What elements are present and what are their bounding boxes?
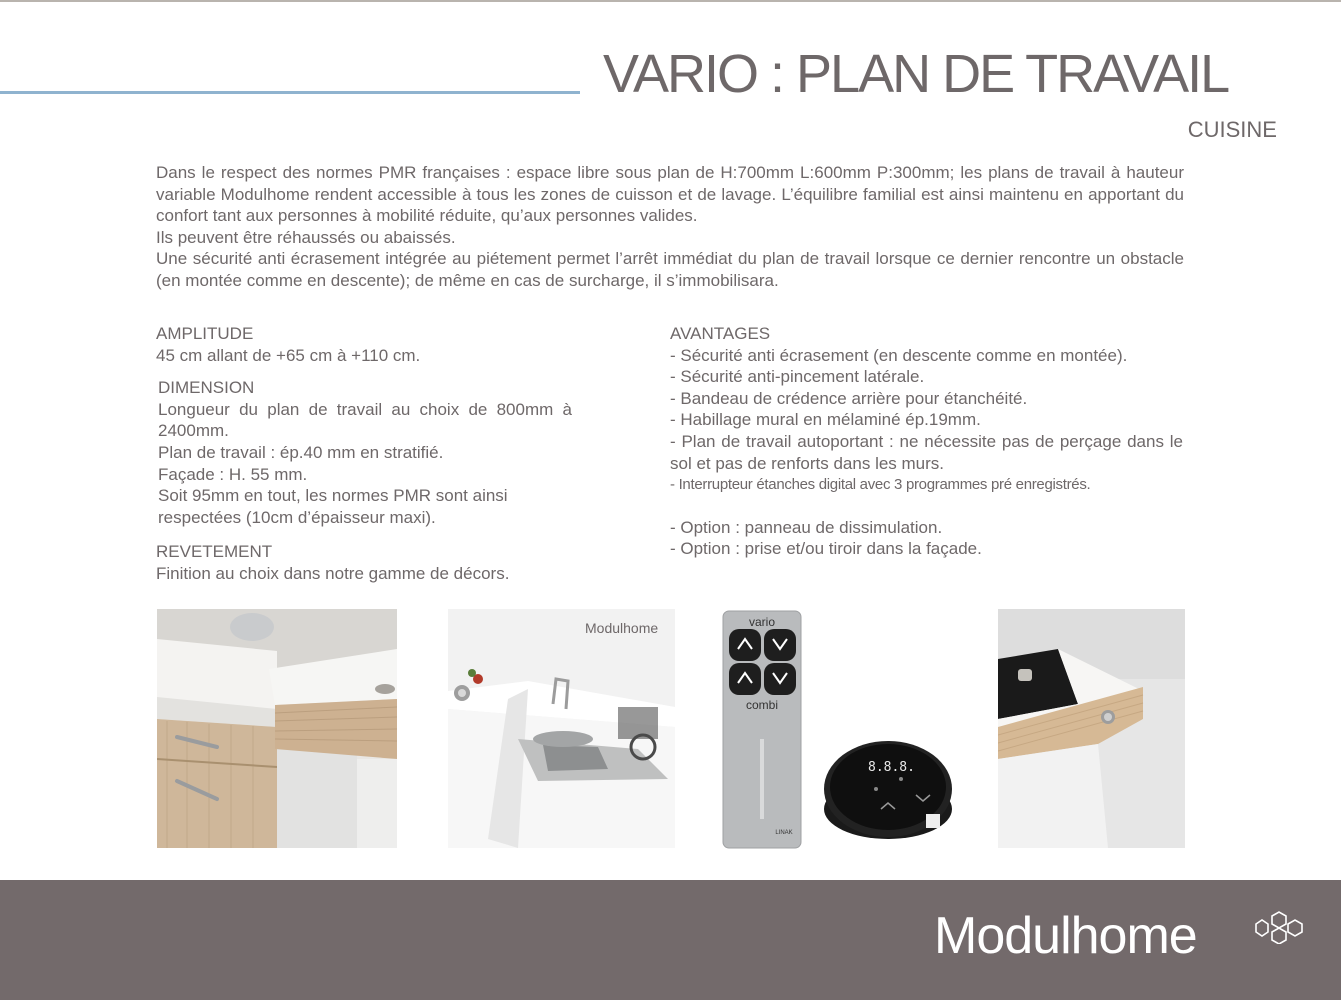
- amplitude-heading: AMPLITUDE: [156, 324, 254, 343]
- photo-kitchen-sink: [448, 609, 675, 848]
- photo-logo-text: Modulhome: [585, 620, 659, 636]
- intro-paragraph: Ils peuvent être réhaussés ou abaissés.: [156, 227, 456, 247]
- avantage-item: - Sécurité anti écrasement (en descente comme en montée).: [670, 345, 1128, 365]
- remote-brand: LINAK: [775, 830, 793, 836]
- dimension-line: Plan de travail : ép.40 mm en stratifié.: [158, 442, 444, 462]
- avantage-item: - Sécurité anti-pincement latérale.: [670, 367, 925, 387]
- revetement-section: [156, 541, 572, 584]
- option-item: - Option : panneau de dissimulation.: [670, 517, 943, 537]
- avantage-item: - Bandeau de crédence arrière pour étanchéité.: [670, 388, 1028, 408]
- dimension-section: [156, 377, 572, 528]
- intro-paragraph: Une sécurité anti écrasement intégrée au piétement permet l’arrêt immédiat du plan de travail lorsque ce dernier rencontre un obstacle (en montée comme en descente); de même en cas de surcharge, il s’immobilisara.: [156, 249, 1184, 290]
- amplitude-text: 45 cm allant de +65 cm à +110 cm.: [156, 345, 421, 365]
- hexagon-logo-icon: [1246, 910, 1306, 944]
- photo-worktop-edge: [998, 609, 1185, 848]
- dimension-line: Façade : H. 55 mm.: [158, 464, 308, 484]
- switch-display: 8.8.8.: [868, 760, 915, 775]
- page-subtitle: CUISINE: [1187, 117, 1277, 142]
- dimension-heading: DIMENSION: [158, 378, 255, 398]
- photo-worktop-drawers: [157, 609, 397, 848]
- list-spacer: [670, 496, 1183, 517]
- avantage-item: - Habillage mural en mélaminé ép.19mm.: [670, 410, 981, 430]
- header-accent-rule: [0, 91, 580, 94]
- intro-text: [156, 162, 1184, 292]
- specs-left-column: [156, 323, 572, 585]
- dimension-line: Longueur du plan de travail au choix de 800mm à 2400mm.: [158, 399, 572, 441]
- remote-bottom-label: combi: [745, 698, 779, 712]
- revetement-heading: REVETEMENT: [156, 542, 273, 562]
- page-title: VARIO : PLAN DE TRAVAIL: [603, 44, 1229, 104]
- top-border-line: [0, 0, 1341, 2]
- amplitude-section: [156, 323, 572, 366]
- avantage-item: - Plan de travail autoportant : ne nécessite pas de perçage dans le sol et pas de renforts dans les murs.: [670, 431, 1183, 473]
- avantages-heading: AVANTAGES: [670, 324, 771, 343]
- option-item: - Option : prise et/ou tiroir dans la façade.: [670, 539, 982, 559]
- avantages-section: [670, 323, 1183, 560]
- revetement-text: Finition au choix dans notre gamme de décors.: [156, 563, 510, 583]
- dimension-line: Soit 95mm en tout, les normes PMR sont ainsi respectées (10cm d’épaisseur maxi).: [158, 486, 508, 527]
- avantages-column: [670, 323, 1183, 560]
- remote-top-label: vario: [748, 615, 776, 629]
- brand-logo-text: Modulhome: [934, 907, 1197, 965]
- intro-paragraph: Dans le respect des normes PMR françaises : espace libre sous plan de H:700mm L:600mm P:300mm; les plans de travail à hauteur variable Modulhome rendent accessible à tous les zones de cuisson et de lavage. L’équilibre familial est ainsi maintenu en apportant du confort tant aux personnes à mobilité réduite, qu’aux personnes valides.: [156, 163, 1184, 226]
- avantages-list: [670, 345, 1183, 560]
- avantage-item: - Interrupteur étanches digital avec 3 programmes pré enregistrés.: [670, 476, 1091, 494]
- photo-remote-control: [716, 609, 966, 851]
